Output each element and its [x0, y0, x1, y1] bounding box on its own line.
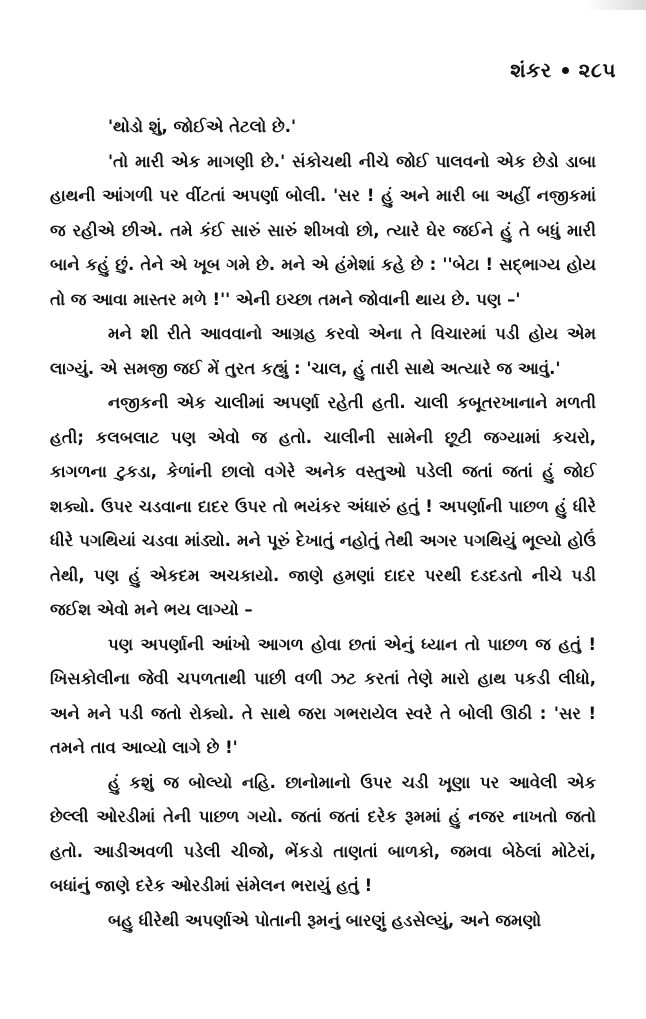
paragraph: નજીકની એક ચાલીમાં અપર્ણા રહેતી હતી. ચાલી કબૂતરખાનાને મળતી હતી; કલબલાટ પણ એવો જ હતો. ચાલીની સામેની છૂટી જગ્યામાં કચરો, કાગળના ટુકડા, કેળાંની છાલો વગેરે અનેક વસ્તુઓ પડેલી જતાં જતાં હું જોઈ શક્યો. ઉપર ચડવાના દાદર ઉપર તો ભયંકર અંધારું હતું ! અપર્ણાની પાછળ હું ધીરે ધીરે પગથિયાં ચડવા માંડ્યો. મને પૂરું દેખાતું નહોતું તેથી અગર પગથિયું ભૂલ્યો હોઉં તેથી, પણ હું એકદમ અચકાયો. જાણે હમણાં દાદર પરથી દડદડતો નીચે પડી જઈશ એવો મને ભય લાગ્યો – [50, 393, 596, 619]
page-body [50, 110, 596, 938]
paragraph: હું કશું જ બોલ્યો નહિ. છાનોમાનો ઉપર ચડી ખૂણા પર આવેલી એક છેલ્લી ઓરડીમાં તેની પાછળ ગયો. જતાં જતાં દરેક રૂમમાં હું નજર નાખતો જતો હતો. આડીઅવળી પડેલી ચીજો, ભેંકડો તાણતાં બાળકો, જમવા બેઠેલાં મોટેરાં, બધાંનું જાણે દરેક ઓરડીમાં સંમેલન ભરાયું હતું ! [50, 772, 596, 895]
paragraph: બહુ ધીરેથી અપર્ણાએ પોતાની રૂમનું બારણું હડસેલ્યું, અને જમણો [108, 910, 542, 930]
page-corner-shadow [586, 0, 646, 10]
paragraph: 'થોડો શું, જોઈએ તેટલો છે.' [108, 117, 297, 136]
paragraph: મને શી રીતે આવવાનો આગ્રહ કરવો એના તે વિચારમાં પડી હોય એમ લાગ્યું. એ સમજી જઈ મેં તુરત કહ્યું : 'ચાલ, હું તારી સાથે અત્યારે જ આવું.' [50, 324, 596, 378]
running-header [510, 58, 616, 82]
header-title: શંકર [510, 58, 552, 82]
paragraph: પણ અપર્ણાની આંખો આગળ હોવા છતાં એનું ધ્યાન તો પાછળ જ હતું ! ખિસકોલીના જેવી ચપળતાથી પાછી વળી ઝટ કરતાં તેણે મારો હાથ પકડી લીધો, અને મને પડી જતો રોક્યો. તે સાથે જરા ગભરાયેલ સ્વરે તે બોલી ઊઠી : 'સર ! તમને તાવ આવ્યો લાગે છે !' [50, 634, 596, 757]
page-number: ૨૮૫ [578, 58, 616, 82]
paragraph: 'તો મારી એક માગણી છે.' સંકોચથી નીચે જોઈ પાલવનો એક છેડો ડાબા હાથની આંગળી પર વીંટતાં અપર્ણા બોલી. 'સર ! હું અને મારી બા અહીં નજીકમાં જ રહીએ છીએ. તમે કંઈ સારું સારું શીખવો છો, ત્યારે ઘેર જઈને હું તે બધું મારી બાને કહું છું. તેને એ ખૂબ ગમે છે. મને એ હંમેશાં કહે છે : ''બેટા ! સદ્‌ભાગ્ય હોય તો જ આવા માસ્તર મળે !'' એની ઇચ્છા તમને જોવાની થાય છે. પણ –' [50, 151, 596, 309]
bullet-separator [562, 67, 569, 74]
